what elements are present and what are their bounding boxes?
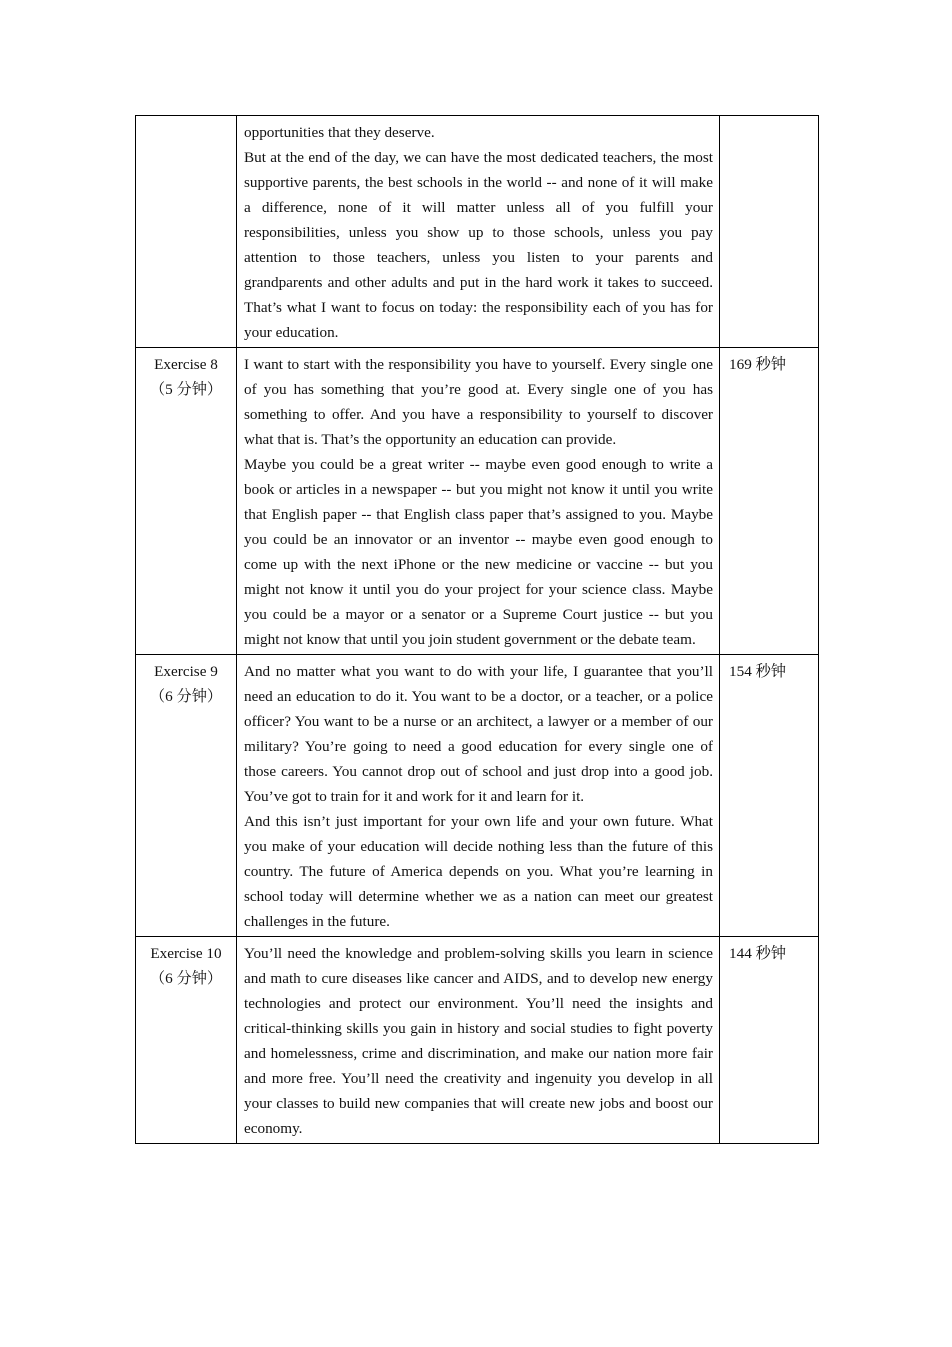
exercise-label-cell <box>136 655 237 937</box>
exercise-name: Exercise 9 <box>154 663 218 680</box>
passage-paragraph: You’ll need the knowledge and problem-solving skills you learn in science and math to cure diseases like cancer and AIDS, and to develop new energy technologies and protect our environment. You’ll need the insights and critical-thinking skills you gain in history and social studies to fight poverty and homelessness, crime and discrimination, and make our nation more fair and more free. You’ll need the creativity and ingenuity you develop in all your classes to build new companies that will create new jobs and boost our economy. <box>244 945 713 1137</box>
time-cell <box>720 116 819 348</box>
exercise-label-cell <box>136 348 237 655</box>
table-row <box>136 116 819 348</box>
time-cell: 169 秒钟 <box>720 348 819 655</box>
exercise-table <box>135 115 819 1144</box>
exercise-minutes: （6 分钟） <box>149 688 223 705</box>
passage-paragraph: And this isn’t just important for your own life and your own future. What you make of your education will decide nothing less than the future of this country. The future of America depends on you. What you’re learning in school today will determine whether we as a nation can meet our greatest challenges in the future. <box>244 813 713 930</box>
exercise-minutes: （5 分钟） <box>149 381 223 398</box>
passage-paragraph: But at the end of the day, we can have the most dedicated teachers, the most supportive parents, the best schools in the world -- and none of it will make a difference, none of it will matter unless all of you fulfill your responsibilities, unless you show up to those schools, unless you pay attention to those teachers, unless you listen to your parents and grandparents and other adults and put in the hard work it takes to succeed. That’s what I want to focus on today: the responsibility each of you has for your education. <box>244 149 713 341</box>
passage-cell <box>237 348 720 655</box>
passage-cell <box>237 655 720 937</box>
table-row <box>136 348 819 655</box>
table-row <box>136 655 819 937</box>
exercise-label-cell <box>136 937 237 1144</box>
passage-paragraph: Maybe you could be a great writer -- maybe even good enough to write a book or articles in a newspaper -- but you might not know it until you write that English paper -- that English class paper that’s assigned to you. Maybe you could be an innovator or an inventor -- maybe even good enough to come up with the next iPhone or the new medicine or vaccine -- but you might not know it until you do your project for your science class. Maybe you could be a mayor or a senator or a Supreme Court justice -- but you might not know that until you join student government or the debate team. <box>244 456 713 648</box>
time-cell: 154 秒钟 <box>720 655 819 937</box>
passage-paragraph: opportunities that they deserve. <box>244 124 435 141</box>
table-row <box>136 937 819 1144</box>
passage-cell <box>237 937 720 1144</box>
exercise-label-cell <box>136 116 237 348</box>
time-cell: 144 秒钟 <box>720 937 819 1144</box>
passage-cell <box>237 116 720 348</box>
exercise-name: Exercise 8 <box>154 356 218 373</box>
exercise-name: Exercise 10 <box>150 945 222 962</box>
passage-paragraph: And no matter what you want to do with your life, I guarantee that you’ll need an education to do it. You want to be a doctor, or a teacher, or a police officer? You want to be a nurse or an architect, a lawyer or a member of our military? You’re going to need a good education for every single one of those careers. You cannot drop out of school and just drop into a good job. You’ve got to train for it and work for it and learn for it. <box>244 663 713 805</box>
passage-paragraph: I want to start with the responsibility you have to yourself. Every single one of you has something that you’re good at. Every single one of you has something to offer. And you have a responsibility to yourself to discover what that is. That’s the opportunity an education can provide. <box>244 356 713 448</box>
exercise-minutes: （6 分钟） <box>149 970 223 987</box>
